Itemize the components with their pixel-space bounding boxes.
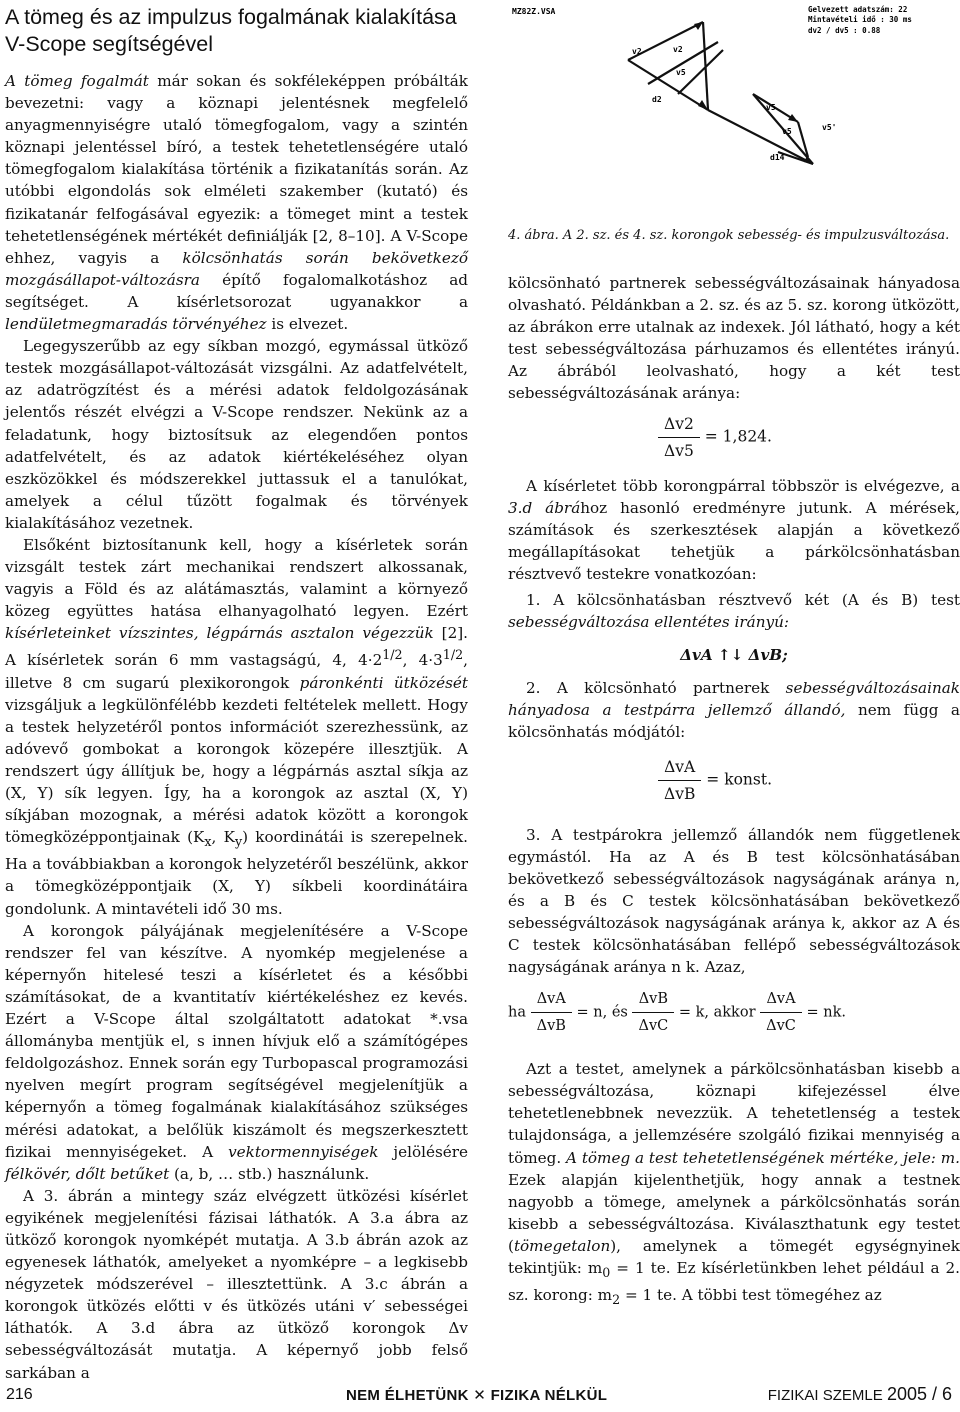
denominator: ΔvC — [766, 1018, 796, 1035]
paragraph-r5: 3. A testpárokra jellemző állandók nem függetlenek egymástól. Ha az A és B test kölcsönhatásában bekövetkező sebességváltozások nagyságának aránya n, és a B és C testek kölcsönhatásában bekövetkező sebességváltozások nagyságának aránya k, akkor az A és C testek kölcsönhatásában fellépő sebességváltozások nagyságának aránya n k. Azaz, — [508, 825, 960, 977]
formula-konst — [508, 744, 960, 824]
text: = 1 te. Ez kísérletünkben lehet például a 2. sz. korong: m — [508, 1259, 960, 1305]
figure-svg — [508, 2, 960, 220]
formula-ratio — [508, 405, 960, 475]
text: A kísérletet több korongpárral többször is elvégezve, a — [526, 476, 960, 495]
paragraph-5: A 3. ábrán a mintegy száz elvégzett ütközési kísérlet egyikének megjelenítési fázisai láthatók. A 3.a ábra az ütköző korongok nyomképét mutatja. A 3.b ábrán azok az egyenesek láthatók, amelyeket a nyomképre – a legkisebb négyzetek módszerével – illesztettünk. A 3.c ábrán a korongok ütközés előtti v és ütközés utáni v′ sebességei láthatók. A 3.d ábra az ütköző korongok Δv sebességváltozását mutatja. A képernyő jobb felső sarkában a — [5, 1186, 468, 1382]
numerator: ΔvA — [760, 986, 802, 1013]
text: ), amelynek a tömegét egységnyinek tekintjük: m — [508, 1236, 960, 1277]
paragraph-r1: kölcsönható partnerek sebességváltozásainak hányadosa olvasható. Példánkban a 2. sz. és az 5. sz. korong ütközött, az ábrákon erre utalnak az indexek. Jól látható, hogy a két test sebességváltozása párhuzamos és ellentétes irányú. Az ábrából leolvasható, hogy a két test sebességváltozásának aránya: — [508, 274, 960, 403]
paragraph-r4 — [508, 677, 960, 743]
sub: x — [204, 834, 212, 850]
sub: y — [234, 834, 243, 850]
denominator: ΔvB — [536, 1018, 566, 1035]
formula-value: = konst. — [706, 770, 773, 789]
page-footer — [0, 1380, 960, 1412]
paragraph-r3 — [508, 589, 960, 633]
sub: 0 — [602, 1265, 611, 1281]
fraction — [632, 986, 674, 1039]
label-d2: d2 — [652, 95, 662, 104]
figure-caption: 4. ábra. A 2. sz. és 4. sz. korongok sebesség- és impulzusváltozása. — [508, 228, 950, 243]
formula-word: ha — [508, 1004, 526, 1021]
text: , illetve 8 cm sugarú plexikorongok — [5, 651, 468, 692]
numerator: ΔvB — [632, 986, 674, 1013]
term: 3.d ábrá — [508, 498, 581, 517]
info-line-3: dv2 / dv5 : 0.88 — [808, 26, 881, 35]
text: [2]. A kísérletek során 6 mm vastagságú, 4, 4·2 — [5, 624, 468, 670]
info-line-2: Mintavételi idő : 30 ms — [808, 15, 912, 24]
formula-nk — [508, 978, 960, 1058]
text: nem függ a kölcsönhatás módjától: — [508, 701, 960, 742]
article-title — [5, 4, 468, 58]
paragraph-3 — [5, 534, 468, 920]
title-line-1: A tömeg és az impulzus fogalmának kialakítása — [5, 5, 457, 29]
formula-antiparallel: ΔvA ↑↓ ΔvB; — [680, 646, 788, 665]
text: jelölésére — [378, 1142, 469, 1161]
term: kísérleteinket vízszintes, légpárnás asztalon végezzük — [5, 624, 434, 643]
term: páronkénti ütközését — [299, 673, 468, 692]
label-v5: v5 — [676, 68, 686, 77]
text: már sokan és sokféleképpen próbálták bevezetni: vagy a köznapi jelentésnek megfelelő anyagmennyiségre utaló tömegfogalom, vagy a szintén köznapi jelentéssel bíró, a testek tehetetlenségére utaló tömegfogalom kialakítása történik a fizikatanítás során. Az utóbbi elgondolás sok elméleti szakember (kutató) és fizikatanár felfogásával egyezik: a tömeget mint a testek tehetetlenségének mértékét definiálják [2, 8–10]. A V-Scope ehhez, vagyis a — [5, 72, 468, 267]
term: félkövér, dőlt betűket — [5, 1164, 170, 1183]
left-column — [5, 70, 468, 1384]
term: lendületmegmaradás törvényéhez — [5, 315, 267, 334]
text: is elvezet. — [266, 315, 349, 334]
text: , K — [211, 828, 235, 847]
text: , 4·3 — [402, 651, 443, 670]
denominator: ΔvC — [638, 1018, 669, 1035]
term: vektormennyiségek — [228, 1142, 379, 1161]
label-v5c: v5 — [782, 127, 792, 136]
journal-name — [768, 1384, 952, 1405]
text: hoz hasonló eredményre jutunk. A mérések, számítások és szerkesztések alapján a következő megállapításokat tehetjük a párkölcsönhatásban résztvevő testekre vonatkozóan: — [508, 498, 960, 583]
fraction — [658, 411, 700, 464]
text: 1. A kölcsönhatásban résztvevő két (A és B) test — [526, 591, 960, 610]
journal-title: FIZIKAI SZEMLE — [767, 1387, 883, 1404]
label-d14: d14 — [770, 153, 785, 162]
fraction — [760, 986, 802, 1039]
journal-issue: 2005 / 6 — [886, 1384, 952, 1404]
label-v2b: v2 — [673, 45, 683, 54]
file-label: MZ82Z.VSA — [512, 7, 556, 16]
text: 2. A kölcsönható partnerek — [526, 679, 786, 698]
info-line-1: Gelvezett adatszám: 22 — [808, 5, 908, 14]
paragraph-r2 — [508, 475, 960, 585]
label-v5b: v5 — [766, 103, 776, 112]
text: vizsgáljuk a legkülönfélébb kezdeti feltételek mellett. Hogy a testek helyzetéről pontos információt szerezhessünk, az adóvevő gombokat a korongok közepére illesztjük. A rendszert úgy állítjuk be, hogy a légpárnás asztal síkja az (X, Y) sík legyen. Így, ha a korongok az asztal (X, Y) síkjában mozognak, a mérési adatok között a korongok tömegközéppontjainak (K — [5, 695, 468, 847]
denominator: ΔvB — [664, 784, 696, 803]
term: kölcsönhatás során bekövetkező mozgásállapot-változásra — [5, 248, 468, 289]
text: A korongok pályájának megjelenítésére a V-Scope rendszer fel van készítve. A nyomkép megjelenése a képernyőn hitelesé teszi a kísérletet és a későbbi számításokat, de a kvantitatív kiértékeléshez ez kevés. Ezért a V-Scope által szolgáltatott adatokat *.vsa állományba mentjük el, s innen hívjuk elő a számítógépes feldolgozáshoz. Ennek során egy Turbopascal programozási nyelven megírt program segítségével megjelenítjük a képernyőn a tömeg fogalmának kialakításához szükséges mérési adatokat, a belőlük kiszámolt és megszerkesztett fizikai mennyiségeket. A — [5, 921, 468, 1161]
paragraph-r6 — [508, 1058, 960, 1311]
term: sebességváltozásainak hányadosa a testpárra jellemző állandó, — [508, 679, 960, 720]
text: építő fogalomalkotáshoz ad segítséget. A kísérletsorozat ugyanakkor a — [5, 270, 468, 311]
term: sebességváltozása ellentétes irányú: — [508, 613, 789, 632]
text: ) koordinátái is szerepelnek. Ha a továbbiakban a korongok helyzetéről beszélünk, akkor a tömegközéppontjaik (X, Y) síkbeli koordinátáira gondolunk. A mintavételi idő 30 ms. — [5, 828, 468, 918]
vscope-screenshot-figure — [508, 2, 960, 220]
numerator: Δv2 — [658, 411, 700, 438]
sup: 1/2 — [442, 647, 464, 663]
term-tomeg: A tömeg fogalmát — [5, 72, 149, 90]
right-column — [508, 272, 960, 1311]
text: = 1 te. A többi test tömegéhez az — [620, 1286, 882, 1305]
sub: 2 — [612, 1292, 621, 1308]
numerator: ΔvA — [531, 986, 572, 1013]
figure-bg — [508, 2, 960, 220]
numerator: ΔvA — [658, 754, 701, 781]
paragraph-2: Legegyszerűbb az egy síkban mozgó, egymással ütköző testek mozgásállapot-változását vizsgálni. Az adatfelvételt, az adatrögzítést és a mérési adatok feldolgozásának jelentős részét elvégzi a V-Scope rendszer. Nekünk az a feladatunk, hogy biztosítsuk az elegendően pontos adatfelvételt, és az adatok kiértékeléséhez olyan eszközökkel és módszerekkel juttassuk el a tanulókat, amelyek a célul tűzött fogalmak és törvények kialakításához vezetnek. — [5, 337, 468, 532]
fraction — [658, 754, 701, 807]
sup: 1/2 — [382, 647, 403, 663]
formula-part: = k, akkor — [678, 1004, 756, 1021]
paragraph-1 — [5, 70, 468, 335]
term: tömegetalon — [513, 1236, 611, 1255]
formula-part: = nk. — [806, 1004, 846, 1021]
title-line-2: V-Scope segítségével — [5, 32, 213, 56]
paragraph-4 — [5, 920, 468, 1185]
label-v2: v2 — [632, 47, 642, 56]
formula-part: = n, és — [576, 1004, 628, 1021]
formula-value: = 1,824. — [704, 427, 772, 446]
text: (a, b, … stb.) használunk. — [169, 1164, 370, 1183]
text: Azt a testet, amelynek a párkölcsönhatásban kisebb a sebességváltozása, köznapi kifejezéssel élve tehetetlenebbnek nevezzük. A tehetetlenség a testek tulajdonsága, a jellemzésére szolgáló fizikai mennyiség a tömeg. — [508, 1060, 960, 1167]
text: Elsőként biztosítanunk kell, hogy a kísérletek során vizsgált testek zárt mechanikai rendszert alkossanak, vagyis a Föld és az alátámasztás, valamint a környező közeg együttes hatása elhanyagolható legyen. Ezért — [5, 535, 468, 621]
text: Ezek alapján kijelenthetjük, hogy annak a testnek nagyobb a tömege, amelynek a párkölcsönhatás során kisebb a sebességváltozása. Kiválaszthatunk egy testet ( — [508, 1170, 960, 1255]
series-title: NEM ÉLHETÜNK ✕ FIZIKA NÉLKÜL — [346, 1387, 608, 1404]
term: A tömeg a test tehetetlenségének mértéke, jele: m. — [566, 1148, 960, 1167]
fraction — [531, 986, 572, 1039]
label-v5prime: v5' — [822, 123, 837, 132]
page-number: 216 — [6, 1386, 33, 1403]
denominator: Δv5 — [664, 441, 694, 460]
